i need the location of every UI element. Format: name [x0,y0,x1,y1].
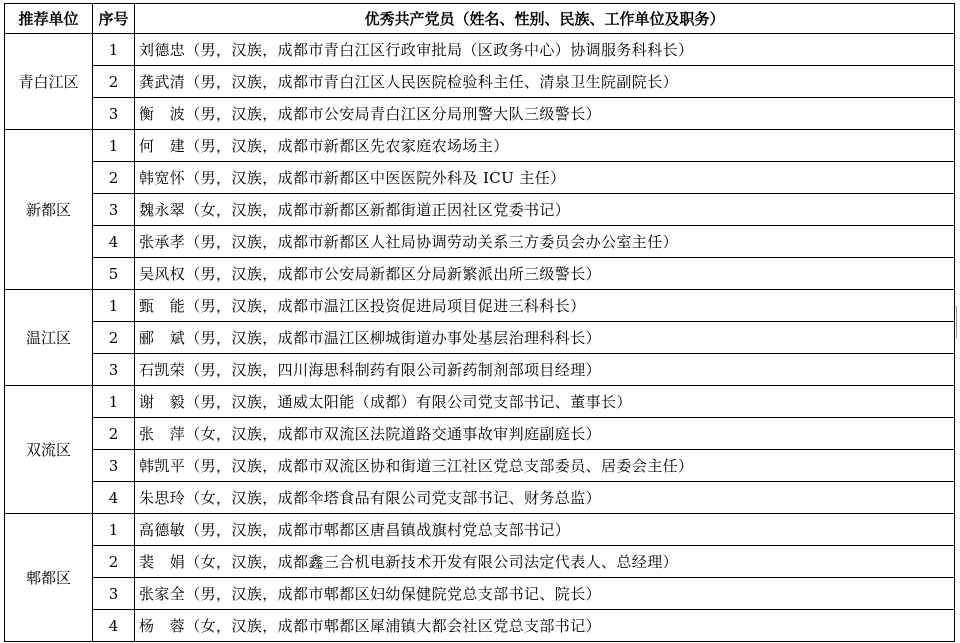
row-number: 3 [93,354,135,386]
member-info: 张 萍（女，汉族，成都市双流区法院道路交通事故审判庭副庭长） [135,418,955,450]
row-number: 2 [93,322,135,354]
table-row [5,578,955,610]
member-info: 魏永翠（女，汉族，成都市新都区新都街道正因社区党委书记） [135,194,955,226]
row-number: 4 [93,482,135,514]
row-number: 3 [93,194,135,226]
member-info: 高德敏（男，汉族，成都市郫都区唐昌镇战旗村党总支部书记） [135,514,955,546]
member-info: 张承孝（男，汉族，成都市新都区人社局协调劳动关系三方委员会办公室主任） [135,226,955,258]
table-row [5,98,955,130]
row-number: 4 [93,610,135,642]
row-number: 5 [93,258,135,290]
member-info: 韩凯平（男，汉族，成都市双流区协和街道三江社区党总支部委员、居委会主任） [135,450,955,482]
member-info: 龚武清（男，汉族，成都市青白江区人民医院检验科主任、清泉卫生院副院长） [135,66,955,98]
table-row [5,194,955,226]
table-row [5,226,955,258]
table-row [5,482,955,514]
member-info: 韩宽怀（男，汉族，成都市新都区中医医院外科及 ICU 主任） [135,162,955,194]
table-row [5,290,955,322]
member-info: 郦 斌（男，汉族，成都市温江区柳城街道办事处基层治理科科长） [135,322,955,354]
table-row [5,386,955,418]
header-member: 优秀共产党员（姓名、性别、民族、工作单位及职务） [135,4,955,34]
table-row [5,34,955,66]
table-row [5,162,955,194]
header-row [5,4,955,34]
table-row [5,514,955,546]
member-info: 裴 娟（女，汉族，成都鑫三合机电新技术开发有限公司法定代表人、总经理） [135,546,955,578]
member-info: 杨 蓉（女，汉族，成都市郫都区犀浦镇大都会社区党总支部书记） [135,610,955,642]
row-number: 2 [93,66,135,98]
unit-cell: 青白江区 [5,34,93,130]
member-info: 刘德忠（男，汉族，成都市青白江区行政审批局（区政务中心）协调服务科科长） [135,34,955,66]
member-table [4,3,955,642]
row-number: 3 [93,450,135,482]
table-row [5,418,955,450]
scroll-edge-mark [956,306,957,338]
row-number: 1 [93,130,135,162]
row-number: 1 [93,386,135,418]
member-info: 吴风权（男，汉族，成都市公安局新都区分局新繁派出所三级警长） [135,258,955,290]
table-row [5,354,955,386]
unit-cell: 新都区 [5,130,93,290]
table-row [5,66,955,98]
row-number: 1 [93,290,135,322]
member-info: 朱思玲（女，汉族，成都伞塔食品有限公司党支部书记、财务总监） [135,482,955,514]
member-info: 谢 毅（男，汉族，通威太阳能（成都）有限公司党支部书记、董事长） [135,386,955,418]
member-info: 张家全（男，汉族，成都市郫都区妇幼保健院党总支部书记、院长） [135,578,955,610]
row-number: 1 [93,514,135,546]
member-info: 何 建（男，汉族，成都市新都区先农家庭农场场主） [135,130,955,162]
row-number: 3 [93,578,135,610]
unit-cell: 温江区 [5,290,93,386]
row-number: 1 [93,34,135,66]
header-no: 序号 [93,4,135,34]
row-number: 3 [93,98,135,130]
table-row [5,322,955,354]
row-number: 2 [93,546,135,578]
row-number: 2 [93,418,135,450]
row-number: 4 [93,226,135,258]
row-number: 2 [93,162,135,194]
unit-cell: 双流区 [5,386,93,514]
table-row [5,258,955,290]
unit-cell: 郫都区 [5,514,93,642]
table-row [5,610,955,642]
member-info: 衡 波（男，汉族，成都市公安局青白江区分局刑警大队三级警长） [135,98,955,130]
table-row [5,130,955,162]
member-info: 甄 能（男，汉族，成都市温江区投资促进局项目促进三科科长） [135,290,955,322]
table-row [5,546,955,578]
header-unit: 推荐单位 [5,4,93,34]
table-row [5,450,955,482]
member-info: 石凯荣（男，汉族，四川海思科制药有限公司新药制剂部项目经理） [135,354,955,386]
